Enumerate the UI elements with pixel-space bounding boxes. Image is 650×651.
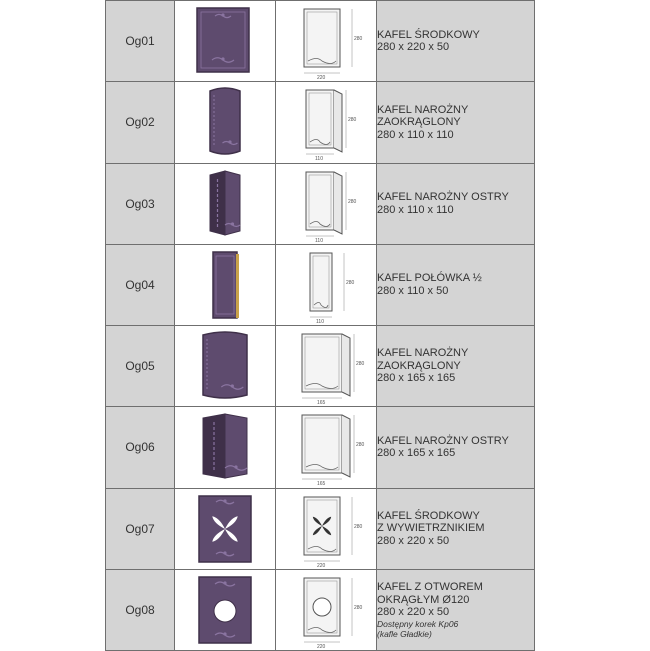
tile-catalog-table <box>105 0 535 651</box>
tile-render-shape <box>197 8 249 72</box>
dimension-width-label: 220 <box>317 643 326 650</box>
tile-code: Og04 <box>106 244 175 325</box>
tile-description-line: OKRĄGŁYM Ø120 <box>377 593 470 606</box>
tile-render-image <box>175 571 275 649</box>
tile-description <box>377 163 535 244</box>
tile-drawing-cell <box>276 569 377 650</box>
tile-row <box>106 326 535 407</box>
tile-description-line: KAFEL NAROŻNY <box>377 103 469 116</box>
tile-description-line: 280 x 220 x 50 <box>377 41 450 54</box>
tile-drawing-shape <box>304 578 352 642</box>
dimension-height-label: 280 <box>346 279 355 286</box>
tile-description-line: 280 x 110 x 110 <box>377 203 454 216</box>
tile-row <box>106 82 535 163</box>
tile-technical-drawing <box>276 164 376 244</box>
tile-drawing-shape <box>302 415 354 479</box>
tile-render-cell <box>175 326 276 407</box>
dimension-width-label: 165 <box>317 481 326 488</box>
tile-note: Dostępny korek Kp06 <box>377 618 459 629</box>
tile-render-cell <box>175 488 276 569</box>
tile-drawing-cell <box>276 407 377 488</box>
tile-drawing-shape <box>310 253 344 317</box>
tile-description-line: KAFEL NAROŻNY OSTRY <box>377 434 509 447</box>
dimension-height-label: 280 <box>354 36 363 43</box>
tile-technical-drawing <box>276 1 376 81</box>
dimension-width-label: 165 <box>317 400 326 407</box>
tile-description <box>377 488 535 569</box>
tile-render-cell <box>175 407 276 488</box>
tile-render-image <box>175 246 275 324</box>
dimension-height-label: 280 <box>356 442 365 449</box>
tile-code: Og07 <box>106 488 175 569</box>
tile-render-image <box>175 408 275 486</box>
tile-code: Og03 <box>106 163 175 244</box>
dimension-height-label: 280 <box>356 361 365 368</box>
tile-render-image <box>175 2 275 80</box>
tile-technical-drawing <box>276 82 376 162</box>
tile-description-line: KAFEL ŚRODKOWY <box>377 509 480 522</box>
tile-description <box>377 569 535 650</box>
tile-drawing-shape <box>304 9 352 73</box>
tile-row <box>106 488 535 569</box>
tile-drawing-cell <box>276 244 377 325</box>
tile-row <box>106 244 535 325</box>
tile-description-line: Z WYWIETRZNIKIEM <box>377 522 485 535</box>
dimension-width-label: 110 <box>316 318 324 325</box>
tile-drawing-shape <box>306 172 346 236</box>
tile-drawing-cell <box>276 1 377 82</box>
dimension-height-label: 280 <box>348 117 357 124</box>
tile-description-line: KAFEL NAROŻNY <box>377 347 469 360</box>
tile-description <box>377 407 535 488</box>
tile-description-line: ZAOKRĄGLONY <box>377 116 461 129</box>
tile-technical-drawing <box>276 407 376 487</box>
dimension-height-label: 280 <box>354 604 363 611</box>
tile-code: Og06 <box>106 407 175 488</box>
tile-render-image <box>175 83 275 161</box>
tile-description-line: KAFEL NAROŻNY OSTRY <box>377 191 509 204</box>
tile-technical-drawing <box>276 489 376 569</box>
tile-render-cell <box>175 244 276 325</box>
tile-description <box>377 82 535 163</box>
tile-technical-drawing <box>276 326 376 406</box>
tile-technical-drawing <box>276 245 376 325</box>
tile-render-cell <box>175 1 276 82</box>
tile-code: Og08 <box>106 569 175 650</box>
tile-drawing-cell <box>276 82 377 163</box>
dimension-width-label: 220 <box>317 562 326 569</box>
tile-row <box>106 407 535 488</box>
tile-description-line: 280 x 110 x 50 <box>377 284 449 297</box>
tile-render-shape <box>203 414 247 478</box>
tile-technical-drawing <box>276 570 376 650</box>
tile-code: Og02 <box>106 82 175 163</box>
dimension-width-label: 110 <box>315 156 323 163</box>
tile-row <box>106 163 535 244</box>
tile-row <box>106 569 535 650</box>
tile-description-line: 280 x 220 x 50 <box>377 606 450 619</box>
tile-description-line: 280 x 165 x 165 <box>377 372 456 385</box>
tile-description <box>377 244 535 325</box>
tile-render-image <box>175 327 275 405</box>
tile-description-line: KAFEL POŁÓWKA ½ <box>377 272 482 285</box>
tile-drawing-shape <box>302 334 354 398</box>
tile-render-shape <box>213 252 239 318</box>
tile-render-cell <box>175 569 276 650</box>
tile-code: Og05 <box>106 326 175 407</box>
tile-drawing-shape <box>306 90 346 154</box>
dimension-height-label: 280 <box>354 523 363 530</box>
tile-description <box>377 326 535 407</box>
tile-render-shape <box>210 171 240 235</box>
tile-row <box>106 1 535 82</box>
dimension-height-label: 280 <box>348 198 357 205</box>
tile-render-image <box>175 165 275 243</box>
tile-note: (kafle Gładkie) <box>377 628 432 639</box>
tile-description-line: 280 x 220 x 50 <box>377 534 450 547</box>
tile-description-line: 280 x 110 x 110 <box>377 128 454 141</box>
tile-render-cell <box>175 163 276 244</box>
tile-drawing-cell <box>276 163 377 244</box>
tile-description-line: 280 x 165 x 165 <box>377 447 456 460</box>
tile-description-line: ZAOKRĄGLONY <box>377 359 461 372</box>
tile-render-cell <box>175 82 276 163</box>
tile-drawing-cell <box>276 326 377 407</box>
dimension-width-label: 110 <box>315 237 323 244</box>
tile-description-line: KAFEL ŚRODKOWY <box>377 28 480 41</box>
tile-drawing-shape <box>304 497 352 561</box>
tile-code: Og01 <box>106 1 175 82</box>
tile-drawing-cell <box>276 488 377 569</box>
tile-description-line: KAFEL Z OTWOREM <box>377 581 483 594</box>
tile-description <box>377 1 535 82</box>
dimension-width-label: 220 <box>317 75 326 82</box>
tile-render-image <box>175 490 275 568</box>
